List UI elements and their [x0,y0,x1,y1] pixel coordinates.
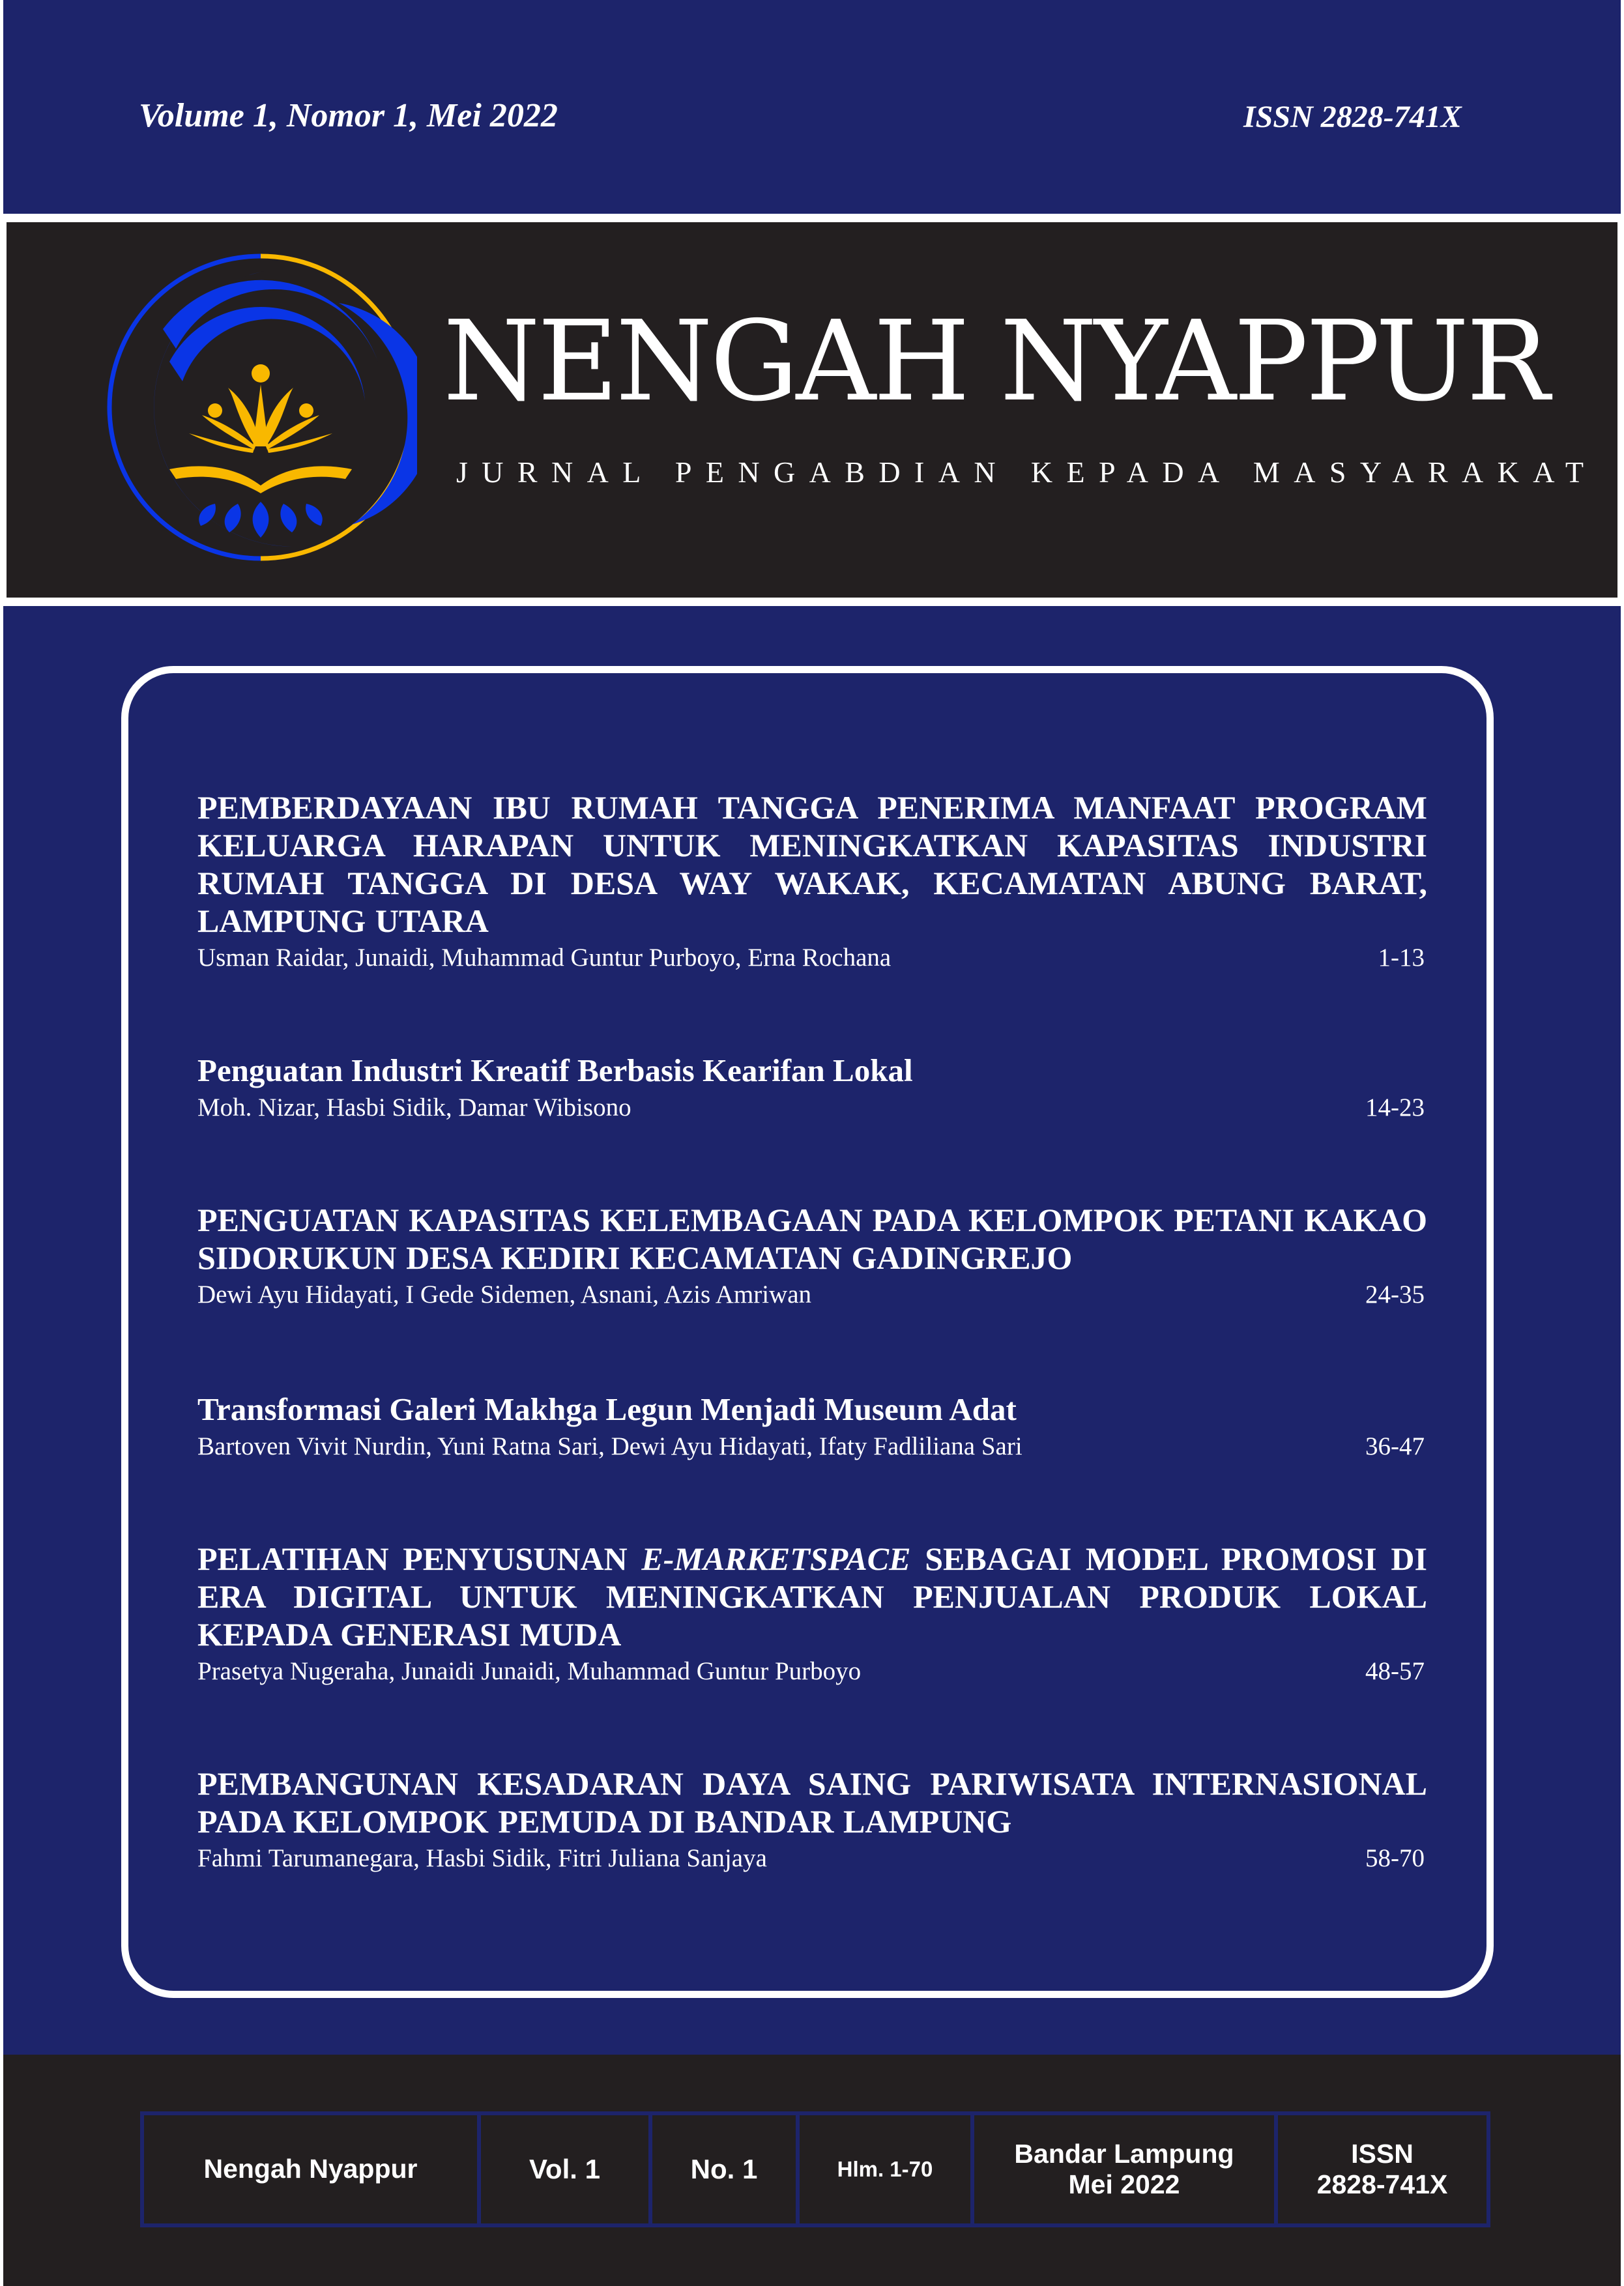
journal-subtitle: JURNAL PENGABDIAN KEPADA MASYARAKAT [456,456,1598,489]
article-title: Penguatan Industri Kreatif Berbasis Kearifan Lokal [197,1052,913,1088]
article-pages: 48-57 [1365,1657,1425,1685]
footer-volume: Vol. 1 [481,2115,652,2223]
footer-issn-label: ISSN [1351,2138,1414,2169]
article-entry [197,1765,1427,1874]
article-title-part: PELATIHAN PENYUSUNAN [197,1541,642,1577]
issn-header: ISSN 2828-741X [1243,100,1462,134]
article-pages: 24-35 [1365,1280,1425,1309]
journal-title: NENGAH NYAPPUR [443,297,1548,426]
article-pages: 36-47 [1365,1432,1425,1460]
article-entry [197,1052,1427,1123]
article-authors: Prasetya Nugeraha, Junaidi Junaidi, Muhammad Guntur Purboyo [197,1657,862,1685]
journal-logo-icon [104,251,417,570]
footer-number: No. 1 [652,2115,800,2223]
footer-pages: Hlm. 1-70 [800,2115,974,2223]
article-title [197,1540,1427,1653]
volume-line: Volume 1, Nomor 1, Mei 2022 [139,97,558,134]
article-title-italic: E-MARKETSPACE [641,1541,911,1577]
article-title: PENGUATAN KAPASITAS KELEMBAGAAN PADA KELOMPOK PETANI KAKAO SIDORUKUN DESA KEDIRI KECAMATAN GADINGREJO [197,1202,1427,1276]
article-authors: Moh. Nizar, Hasbi Sidik, Damar Wibisono [197,1093,631,1121]
footer-place: Bandar Lampung [1014,2138,1234,2169]
article-title: PEMBERDAYAAN IBU RUMAH TANGGA PENERIMA MANFAAT PROGRAM KELUARGA HARAPAN UNTUK MENINGKATKAN KAPASITAS INDUSTRI RUMAH TANGGA DI DESA WAY WAKAK, KECAMATAN ABUNG BARAT, LAMPUNG UTARA [197,789,1427,939]
article-entry [197,1540,1427,1687]
article-authors: Fahmi Tarumanegara, Hasbi Sidik, Fitri Juliana Sanjaya [197,1844,767,1872]
article-title: Transformasi Galeri Makhga Legun Menjadi Museum Adat [197,1391,1017,1427]
footer-date: Mei 2022 [1068,2169,1180,2199]
article-authors: Dewi Ayu Hidayati, I Gede Sidemen, Asnani, Azis Amriwan [197,1280,812,1309]
article-authors: Usman Raidar, Junaidi, Muhammad Guntur Purboyo, Erna Rochana [197,944,892,972]
article-entry [197,789,1427,974]
article-pages: 1-13 [1378,944,1425,972]
issue-info-table [140,2111,1490,2227]
article-title: PEMBANGUNAN KESADARAN DAYA SAING PARIWISATA INTERNASIONAL PADA KELOMPOK PEMUDA DI BANDAR LAMPUNG [197,1765,1427,1840]
article-entry [197,1391,1427,1462]
footer-issn-number: 2828-741X [1316,2169,1448,2199]
article-pages: 14-23 [1365,1093,1425,1121]
article-pages: 58-70 [1365,1844,1425,1872]
article-entry [197,1201,1427,1310]
footer-journal-name: Nengah Nyappur [144,2115,481,2223]
footer-place-date [974,2115,1278,2223]
article-title-part: SEBAGAI MODEL PROMOSI DI ERA DIGITAL UNTUK MENINGKATKAN PENJUALAN PRODUK LOKAL KEPADA GENERASI MUDA [197,1541,1427,1653]
article-authors: Bartoven Vivit Nurdin, Yuni Ratna Sari, Dewi Ayu Hidayati, Ifaty Fadliliana Sari [197,1432,1022,1460]
footer-issn [1278,2115,1486,2223]
